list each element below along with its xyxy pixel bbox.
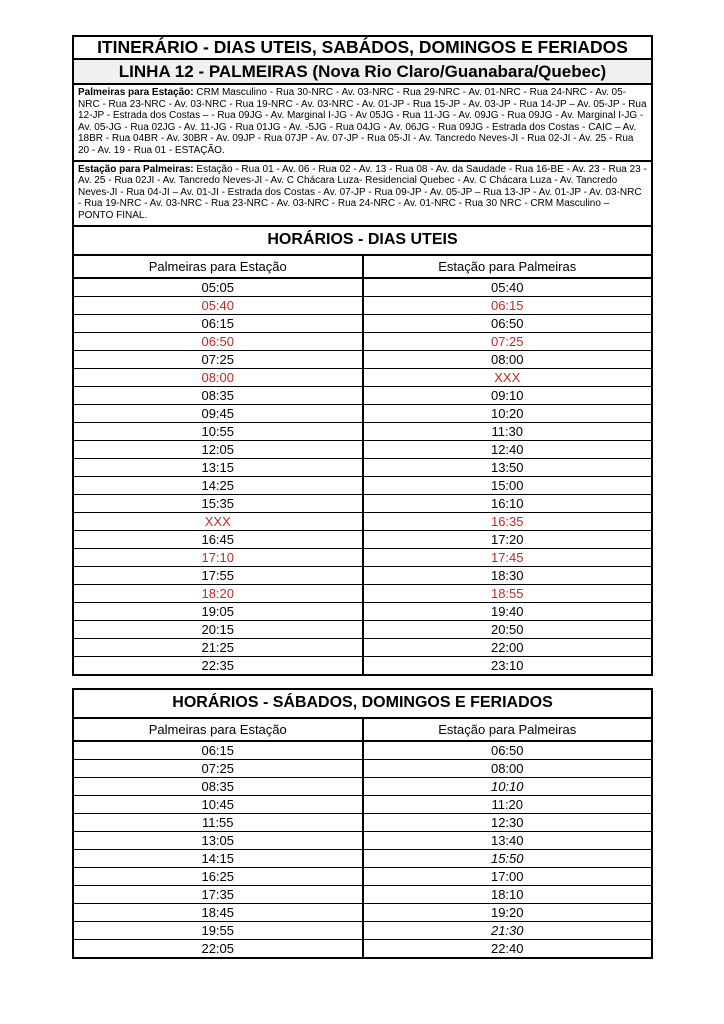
time-cell-outbound: 17:55 [74, 566, 363, 584]
table-row [74, 584, 651, 602]
time-cell-inbound: 06:50 [363, 741, 652, 760]
table-row [74, 332, 651, 350]
time-cell-outbound: 06:50 [74, 332, 363, 350]
table-row [74, 904, 651, 922]
time-cell-inbound: 12:30 [363, 814, 652, 832]
weekend-times-table [74, 719, 651, 957]
table-row [74, 530, 651, 548]
time-cell-outbound: 19:55 [74, 922, 363, 940]
time-cell-inbound: 17:45 [363, 548, 652, 566]
time-cell-outbound: 13:05 [74, 832, 363, 850]
time-cell-outbound: 22:35 [74, 656, 363, 674]
itinerary-and-weekday-block [72, 35, 653, 676]
column-header-outbound: Palmeiras para Estação [74, 719, 363, 741]
time-cell-inbound: 15:00 [363, 476, 652, 494]
route-inbound-description [74, 162, 651, 227]
table-row [74, 796, 651, 814]
table-row [74, 922, 651, 940]
time-cell-inbound: 19:20 [363, 904, 652, 922]
table-row [74, 422, 651, 440]
time-cell-outbound: 10:55 [74, 422, 363, 440]
time-cell-outbound: 17:10 [74, 548, 363, 566]
time-cell-inbound: 16:10 [363, 494, 652, 512]
weekend-table-header [74, 719, 651, 741]
time-cell-outbound: 12:05 [74, 440, 363, 458]
table-row [74, 741, 651, 760]
route-outbound-label: Palmeiras para Estação: [78, 87, 194, 98]
time-cell-inbound: 17:20 [363, 530, 652, 548]
table-row [74, 602, 651, 620]
time-cell-inbound: 16:35 [363, 512, 652, 530]
time-cell-inbound: 10:20 [363, 404, 652, 422]
time-cell-inbound: 22:00 [363, 638, 652, 656]
weekend-table-title: HORÁRIOS - SÁBADOS, DOMINGOS E FERIADOS [74, 690, 651, 719]
line-subtitle: LINHA 12 - PALMEIRAS (Nova Rio Claro/Guanabara/Quebec) [74, 60, 651, 85]
table-row [74, 404, 651, 422]
time-cell-inbound: 13:40 [363, 832, 652, 850]
route-outbound-text: CRM Masculino - Rua 30-NRC - Av. 03-NRC - Rua 29-NRC - Av. 01-NRC - Rua 24-NRC - Av. 05-NRC - Rua 23-NRC - Av. 03-NRC - Rua 19-NRC - Av. 03-NRC - Av. 01-JP - Rua 15-JP - Av. 03-JP - Rua 14-JP – Av. 05-JP - Rua 12-JP - Estrada dos Costas – - Rua 09JG - Av. Marginal I-JG - Av 05JG - Rua 11-JG - Av. 09JG - Rua 09JG - Av. Marginal I-JG - Av. 05-JG - Rua 02JG - Av. 11-JG - Rua 01JG - Av. -5JG - Rua 04JG - Av. 06JG - Rua 09JG - Estrada dos Costas - CAIC – Av. 18BR - Rua 04BR - Av. 30BR - Av. 09JP - Rua 07JP - Av. 07-JP - Rua 05-JI - Av. Tancredo Neves-JI - Rua 02-JI - Av. 25 - Rua 20 - Av. 19 - Rua 01 - ESTAÇÃO. [78, 87, 647, 156]
column-header-outbound: Palmeiras para Estação [74, 256, 363, 278]
time-cell-outbound: 18:20 [74, 584, 363, 602]
table-row [74, 940, 651, 958]
route-inbound-label: Estação para Palmeiras: [78, 163, 194, 175]
weekday-table-body [74, 278, 651, 674]
time-cell-inbound: 12:40 [363, 440, 652, 458]
time-cell-outbound: 15:35 [74, 494, 363, 512]
table-row [74, 386, 651, 404]
time-cell-outbound: 07:25 [74, 760, 363, 778]
table-row [74, 296, 651, 314]
column-header-inbound: Estação para Palmeiras [363, 256, 652, 278]
weekday-table-title: HORÁRIOS - DIAS UTEIS [74, 227, 651, 256]
table-row [74, 638, 651, 656]
column-header-row [74, 719, 651, 741]
time-cell-inbound: 06:50 [363, 314, 652, 332]
time-cell-inbound: 13:50 [363, 458, 652, 476]
table-row [74, 548, 651, 566]
time-cell-outbound: 09:45 [74, 404, 363, 422]
table-row [74, 512, 651, 530]
time-cell-inbound: 11:20 [363, 796, 652, 814]
time-cell-outbound: 10:45 [74, 796, 363, 814]
time-cell-inbound: XXX [363, 368, 652, 386]
time-cell-inbound: 15:50 [363, 850, 652, 868]
time-cell-outbound: 13:15 [74, 458, 363, 476]
time-cell-outbound: 16:25 [74, 868, 363, 886]
time-cell-inbound: 21:30 [363, 922, 652, 940]
table-row [74, 886, 651, 904]
time-cell-inbound: 09:10 [363, 386, 652, 404]
column-header-row [74, 256, 651, 278]
table-row [74, 850, 651, 868]
time-cell-inbound: 06:15 [363, 296, 652, 314]
time-cell-inbound: 19:40 [363, 602, 652, 620]
time-cell-outbound: 14:15 [74, 850, 363, 868]
table-row [74, 656, 651, 674]
table-row [74, 458, 651, 476]
time-cell-outbound: 22:05 [74, 940, 363, 958]
weekend-table-body [74, 741, 651, 957]
time-cell-outbound: 06:15 [74, 741, 363, 760]
table-row [74, 278, 651, 297]
time-cell-inbound: 07:25 [363, 332, 652, 350]
table-row [74, 814, 651, 832]
time-cell-outbound: 14:25 [74, 476, 363, 494]
time-cell-inbound: 08:00 [363, 760, 652, 778]
weekday-table-header [74, 256, 651, 278]
time-cell-outbound: 08:35 [74, 778, 363, 796]
table-row [74, 476, 651, 494]
time-cell-inbound: 11:30 [363, 422, 652, 440]
document-title: ITINERÁRIO - DIAS UTEIS, SABÁDOS, DOMINGOS E FERIADOS [74, 37, 651, 60]
table-row [74, 566, 651, 584]
time-cell-inbound: 18:30 [363, 566, 652, 584]
time-cell-inbound: 10:10 [363, 778, 652, 796]
time-cell-outbound: 21:25 [74, 638, 363, 656]
time-cell-inbound: 18:55 [363, 584, 652, 602]
time-cell-inbound: 23:10 [490, 657, 524, 673]
time-cell-outbound: 05:40 [74, 296, 363, 314]
time-cell-outbound: 16:45 [74, 530, 363, 548]
table-row [74, 314, 651, 332]
time-cell-outbound: 08:00 [74, 368, 363, 386]
time-cell-outbound: 11:55 [74, 814, 363, 832]
time-cell-outbound: 19:05 [74, 602, 363, 620]
table-row [74, 620, 651, 638]
weekend-block [72, 688, 653, 959]
time-cell-inbound: 08:00 [363, 350, 652, 368]
time-cell-inbound: 22:40 [490, 941, 524, 956]
time-cell-inbound: 17:00 [363, 868, 652, 886]
table-row [74, 868, 651, 886]
time-cell-outbound: 08:35 [74, 386, 363, 404]
table-row [74, 494, 651, 512]
route-outbound-description [74, 85, 651, 162]
time-cell-outbound: XXX [74, 512, 363, 530]
time-cell-outbound: 05:05 [74, 278, 363, 297]
column-header-inbound: Estação para Palmeiras [363, 719, 652, 741]
weekday-times-table [74, 256, 651, 674]
table-row [74, 350, 651, 368]
time-cell-outbound: 17:35 [74, 886, 363, 904]
time-cell-inbound: 18:10 [363, 886, 652, 904]
time-cell-inbound: 05:40 [363, 278, 652, 297]
route-inbound-text: Estação - Rua 01 - Av. 06 - Rua 02 - Av. 13 - Rua 08 - Av. da Saudade - Rua 16-BE - Av. 23 - Rua 23 - Av. 25 - Rua 02JI - Av. Tancredo Neves-JI - Av. C Chácara Luza- Residencial Quebec - Av. C Chácara Luza - Av. Tancredo Neves-JI - Rua 04-JI – Av. 01-JI - Estrada dos Costas - Av. 07-JP - Rua 09-JP - Av. 05-JP – Rua 13-JP - Av. 01-JP - Av. 03-NRC - Rua 19-NRC - Av. 03-NRC - Rua 23-NRC - Av. 03-NRC - Rua 24-NRC - Av. 01-NRC - Rua 30 NRC - CRM Masculino – PONTO FINAL. [78, 163, 647, 221]
time-cell-outbound: 20:15 [74, 620, 363, 638]
time-cell-outbound: 18:45 [74, 904, 363, 922]
table-row [74, 368, 651, 386]
table-row [74, 832, 651, 850]
table-row [74, 440, 651, 458]
time-cell-outbound: 07:25 [74, 350, 363, 368]
table-row [74, 760, 651, 778]
time-cell-inbound: 20:50 [363, 620, 652, 638]
time-cell-outbound: 06:15 [74, 314, 363, 332]
table-row [74, 778, 651, 796]
